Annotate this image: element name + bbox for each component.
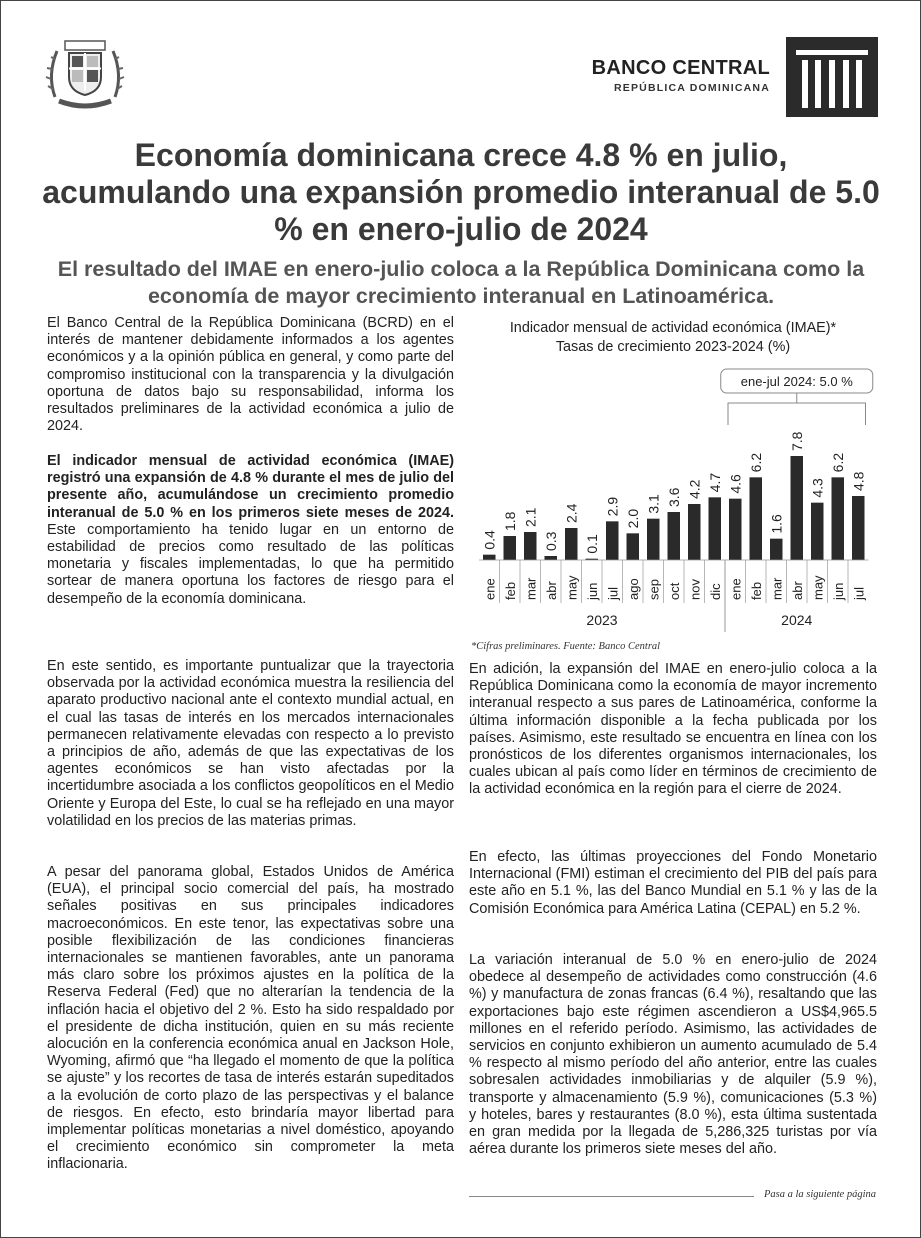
bar-4: [565, 528, 578, 560]
month-tick-label-12: ene: [728, 578, 744, 600]
bar-value-label-12: 4.6: [727, 474, 744, 494]
left-paragraph-2-rest: Este comportamiento ha tenido lugar en un entorno de estabilidad de precios como resultado de las políticas monetaria y fiscales implementadas, lo que ha permitido sortear de manera oportuna los factores de riesgo para el desempeño de la economía dominicana.: [47, 521, 454, 607]
bar-value-label-16: 4.3: [809, 478, 826, 498]
annotation-label: ene-jul 2024: 5.0 %: [740, 374, 853, 389]
bank-name: BANCO CENTRAL: [591, 57, 770, 79]
bar-value-label-14: 1.6: [768, 514, 785, 534]
month-tick-label-0: ene: [482, 578, 498, 600]
year-label-2023: 2023: [586, 612, 618, 628]
month-tick-label-13: feb: [748, 581, 764, 600]
bar-1: [504, 536, 517, 560]
bar-value-label-15: 7.8: [788, 431, 805, 451]
bar-value-label-4: 2.4: [563, 503, 580, 523]
coat-of-arms-seal-icon: [45, 37, 125, 113]
bar-3: [545, 556, 558, 560]
chart-source-note: *Cifras preliminares. Fuente: Banco Central: [471, 641, 661, 652]
month-tick-label-8: sep: [646, 579, 662, 600]
bar-7: [627, 533, 640, 560]
bar-value-label-3: 0.3: [542, 531, 559, 551]
year-label-2024: 2024: [781, 612, 813, 628]
headline: Economía dominicana crece 4.8 % en julio, acumulando una expansión promedio interanual de 5.0 % en enero-julio de 2024: [42, 137, 880, 247]
bar-6: [606, 521, 619, 560]
month-tick-label-5: jun: [584, 582, 600, 600]
month-tick-label-15: abr: [789, 581, 805, 600]
bank-logo-text: [592, 57, 770, 94]
month-tick-label-2: mar: [523, 577, 539, 600]
month-tick-label-1: feb: [502, 581, 518, 600]
month-tick-label-17: jun: [830, 582, 846, 600]
footer-divider: [469, 1196, 754, 1197]
bar-value-label-13: 6.2: [747, 452, 764, 473]
month-tick-label-18: jul: [851, 586, 867, 600]
right-paragraph-2: En efecto, las últimas proyecciones del Fondo Monetario Internacional (FMI) estiman el crecimiento del PIB del país para este año en 5.1 %, las del Banco Mundial en 5.1 % y las de la Comisión Económica para América Latina (CEPAL) en 5.2 %.: [469, 849, 877, 917]
subheadline: El resultado del IMAE en enero-julio coloca a la República Dominicana como la economía de mayor crecimiento interanual en Latinoamérica.: [57, 257, 865, 308]
month-tick-label-14: mar: [769, 577, 785, 600]
bar-0: [483, 555, 496, 560]
chart-title-line-1: Indicador mensual de actividad económica (IMAE)*: [509, 320, 837, 336]
bar-value-label-17: 6.2: [829, 452, 846, 473]
left-paragraph-2: [47, 453, 454, 608]
bar-value-label-6: 2.9: [604, 496, 621, 517]
annotation-bracket: [728, 403, 866, 425]
bank-columns-logo-icon: [786, 37, 878, 117]
month-tick-label-3: abr: [543, 581, 559, 600]
bar-9: [668, 512, 681, 560]
continue-note: Pasa a la siguiente página: [764, 1189, 876, 1200]
month-tick-label-4: may: [564, 575, 580, 600]
bar-8: [647, 519, 660, 560]
left-paragraph-1: El Banco Central de la República Dominicana (BCRD) en el interés de mantener debidamente informados a los agentes económicos y a la opinión pública en general, y como parte del compromiso institucional con la transparencia y la divulgación oportuna de datos bajo su responsabilidad, informa los resultados preliminares de la actividad económica a julio de 2024.: [47, 315, 454, 435]
left-paragraph-4: A pesar del panorama global, Estados Unidos de América (EUA), el principal socio comercial del país, ha mostrado señales positivas en sus principales indicadores macroeconómicos. En este tenor, las expectativas sobre una posible flexibilización de las condiciones financieras internacionales se mantienen favorables, ante un panorama más claro sobre los próximos ajustes en la política de la Reserva Federal (Fed) que no alterarían la tendencia de la inflación hacia el objetivo del 2 %. Esto ha sido respaldado por el presidente de dicha institución, quien en su más reciente alocución en la conferencia económica anual en Jackson Hole, Wyoming, afirmó que “ha llegado el momento de que la política se ajuste” y los recortes de tasa de interés estarán supeditados a la evolución de corto plazo de las perspectivas y el balance de riesgos. En efecto, esto brindaría mayor libertad para implementar políticas monetarias a nivel doméstico, apoyando el crecimiento económico sin comprometer la meta inflacionaria.: [47, 864, 454, 1173]
chart-title-line-2: Tasas de crecimiento 2023-2024 (%): [555, 339, 791, 355]
bar-11: [709, 497, 722, 560]
bar-12: [729, 499, 742, 560]
bar-value-label-0: 0.4: [481, 530, 498, 550]
bar-value-label-9: 3.6: [665, 487, 682, 507]
bar-13: [750, 477, 763, 560]
month-tick-label-11: dic: [707, 583, 723, 600]
bar-value-label-7: 2.0: [624, 508, 641, 529]
bar-15: [791, 456, 804, 560]
bar-10: [688, 504, 701, 560]
month-tick-label-9: oct: [666, 582, 682, 600]
imae-bar-chart: [461, 357, 881, 637]
right-paragraph-1: En adición, la expansión del IMAE en enero-julio coloca a la República Dominicana como la economía de mayor incremento interanual respecto a sus pares de Latinoamérica, conforme la última información disponible a la fecha publicada por los países. Asimismo, este resultado se encuentra en línea con los pronósticos de los diferentes organismos internacionales, los cuales ubican al país como líder en términos de crecimiento de la actividad económica en la región para el cierre de 2024.: [469, 661, 877, 798]
bar-2: [524, 532, 537, 560]
left-paragraph-3: En este sentido, es importante puntualizar que la trayectoria observada por la actividad económica muestra la resiliencia del aparato productivo nacional ante el contexto mundial actual, en el cual las tasas de interés en los mercados internacionales permanecen relativamente elevadas con respecto a lo previsto a principios de año, además de que las expectativas de los agentes económicos se han visto afectadas por la incertidumbre asociada a los conflictos geopolíticos en el Medio Oriente y Europa del Este, lo cual se ha reflejado en una mayor volatilidad en los precios de las materias primas.: [47, 658, 454, 829]
bar-value-label-10: 4.2: [686, 479, 703, 499]
bar-16: [811, 503, 824, 560]
bar-value-label-5: 0.1: [583, 534, 600, 554]
month-tick-label-10: nov: [687, 579, 703, 600]
month-tick-label-6: jul: [605, 586, 621, 600]
left-paragraph-2-bold: El indicador mensual de actividad económica (IMAE) registró una expansión de 4.8 % durante el mes de julio del presente año, acumulándose un crecimiento promedio interanual de 5.0 % en los primeros siete meses de 2024.: [47, 453, 454, 521]
bar-value-label-1: 1.8: [501, 511, 518, 531]
bar-value-label-8: 3.1: [645, 494, 662, 514]
bar-14: [770, 539, 783, 560]
month-tick-label-7: ago: [625, 578, 641, 600]
bar-17: [832, 477, 845, 560]
month-tick-label-16: may: [810, 575, 826, 600]
bank-subtitle: REPÚBLICA DOMINICANA: [613, 82, 770, 94]
chart-title: [469, 319, 877, 357]
bar-value-label-2: 2.1: [522, 507, 539, 527]
right-paragraph-3: La variación interanual de 5.0 % en enero-julio de 2024 obedece al desempeño de actividades como construcción (4.6 %) y manufactura de zonas francas (6.4 %), resaltando que las exportaciones bajo este régimen ascendieron a US$4,965.5 millones en el referido período. Asimismo, las actividades de servicios en conjunto exhibieron un aumento acumulado de 5.4 % respecto al mismo período del año anterior, entre las cuales sobresalen actividades inmobiliarias y de alquiler (5.9 %), transporte y almacenamiento (5.9 %), comunicaciones (5.3 %) y hoteles, bares y restaurantes (8.0 %), esta última sustentada en gran medida por la llegada de 5,286,325 turistas por vía aérea durante los primeros siete meses del año.: [469, 952, 877, 1158]
bar-value-label-11: 4.7: [706, 472, 723, 493]
bar-value-label-18: 4.8: [850, 471, 867, 491]
bar-18: [852, 496, 865, 560]
